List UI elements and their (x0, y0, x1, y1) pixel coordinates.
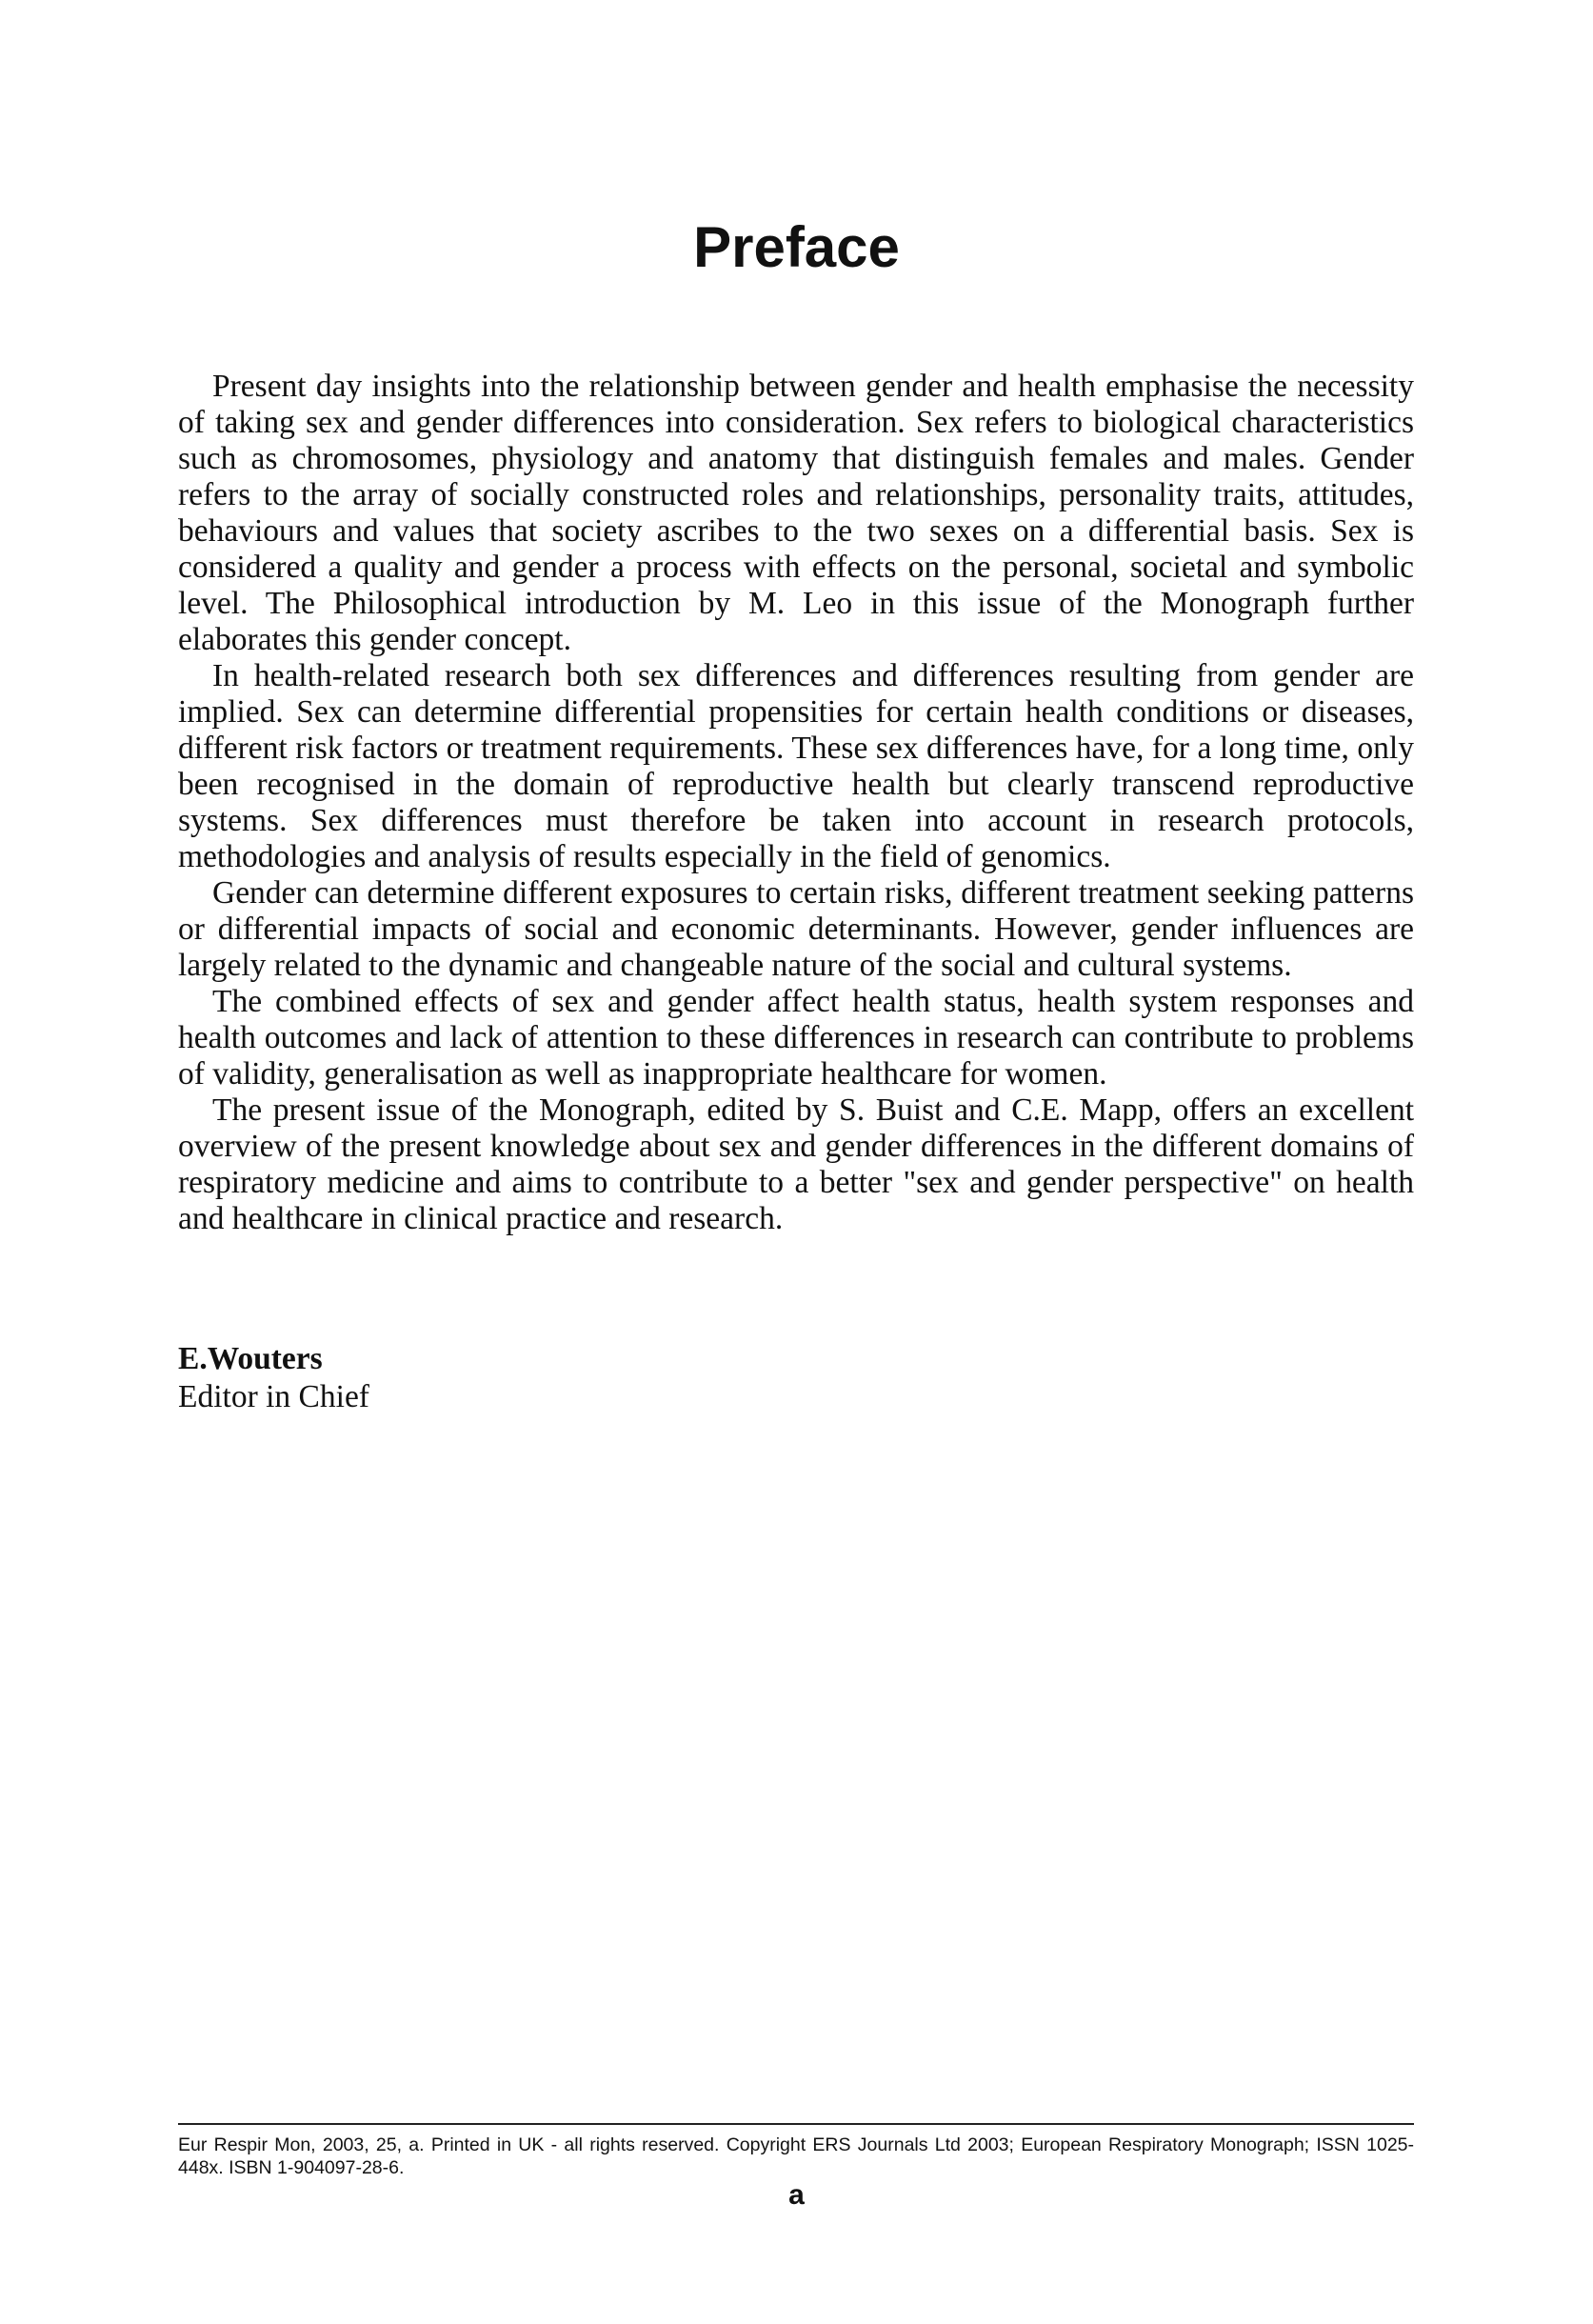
preface-body (178, 369, 1414, 1237)
page-title: Preface (693, 215, 900, 279)
paragraph: The combined effects of sex and gender affect health status, health system responses and health outcomes and lack of attention to these differences in research can contribute to problems of validity, generalisation as well as inappropriate healthcare for women. (178, 984, 1414, 1092)
signature-block (178, 1340, 369, 1416)
footer-citation: Eur Respir Mon, 2003, 25, a. Printed in UK - all rights reserved. Copyright ERS Journals Ltd 2003; European Respiratory Monograph; ISSN 1025-448x. ISBN 1-904097-28-6. (178, 2134, 1414, 2178)
author-name: E.Wouters (178, 1341, 323, 1376)
paragraph: Gender can determine different exposures to certain risks, different treatment seeking patterns or differential impacts of social and economic determinants. However, gender influences are largely related to the dynamic and changeable nature of the social and cultural systems. (178, 875, 1414, 983)
paragraph: In health-related research both sex differences and differences resulting from gender are implied. Sex can determine differential propensities for certain health conditions or diseases, different risk factors or treatment requirements. These sex differences have, for a long time, only been recognised in the domain of reproductive health but clearly transcend reproductive systems. Sex differences must therefore be taken into account in research protocols, methodologies and analysis of results especially in the field of genomics. (178, 658, 1414, 874)
paragraph: The present issue of the Monograph, edited by S. Buist and C.E. Mapp, offers an excellent overview of the present knowledge about sex and gender differences in the different domains of respiratory medicine and aims to contribute to a better "sex and gender perspective" on health and healthcare in clinical practice and research. (178, 1092, 1414, 1236)
author-role: Editor in Chief (178, 1379, 369, 1414)
paragraph: Present day insights into the relationship between gender and health emphasise the necessity of taking sex and gender differences into consideration. Sex refers to biological characteristics such as chromosomes, physiology and anatomy that distinguish females and males. Gender refers to the array of socially constructed roles and relationships, personality traits, attitudes, behaviours and values that society ascribes to the two sexes on a differential basis. Sex is considered a quality and gender a process with effects on the personal, societal and symbolic level. The Philosophical introduction by M. Leo in this issue of the Monograph further elaborates this gender concept. (178, 369, 1414, 657)
footer-divider (178, 2123, 1414, 2125)
page-number: a (788, 2179, 805, 2211)
